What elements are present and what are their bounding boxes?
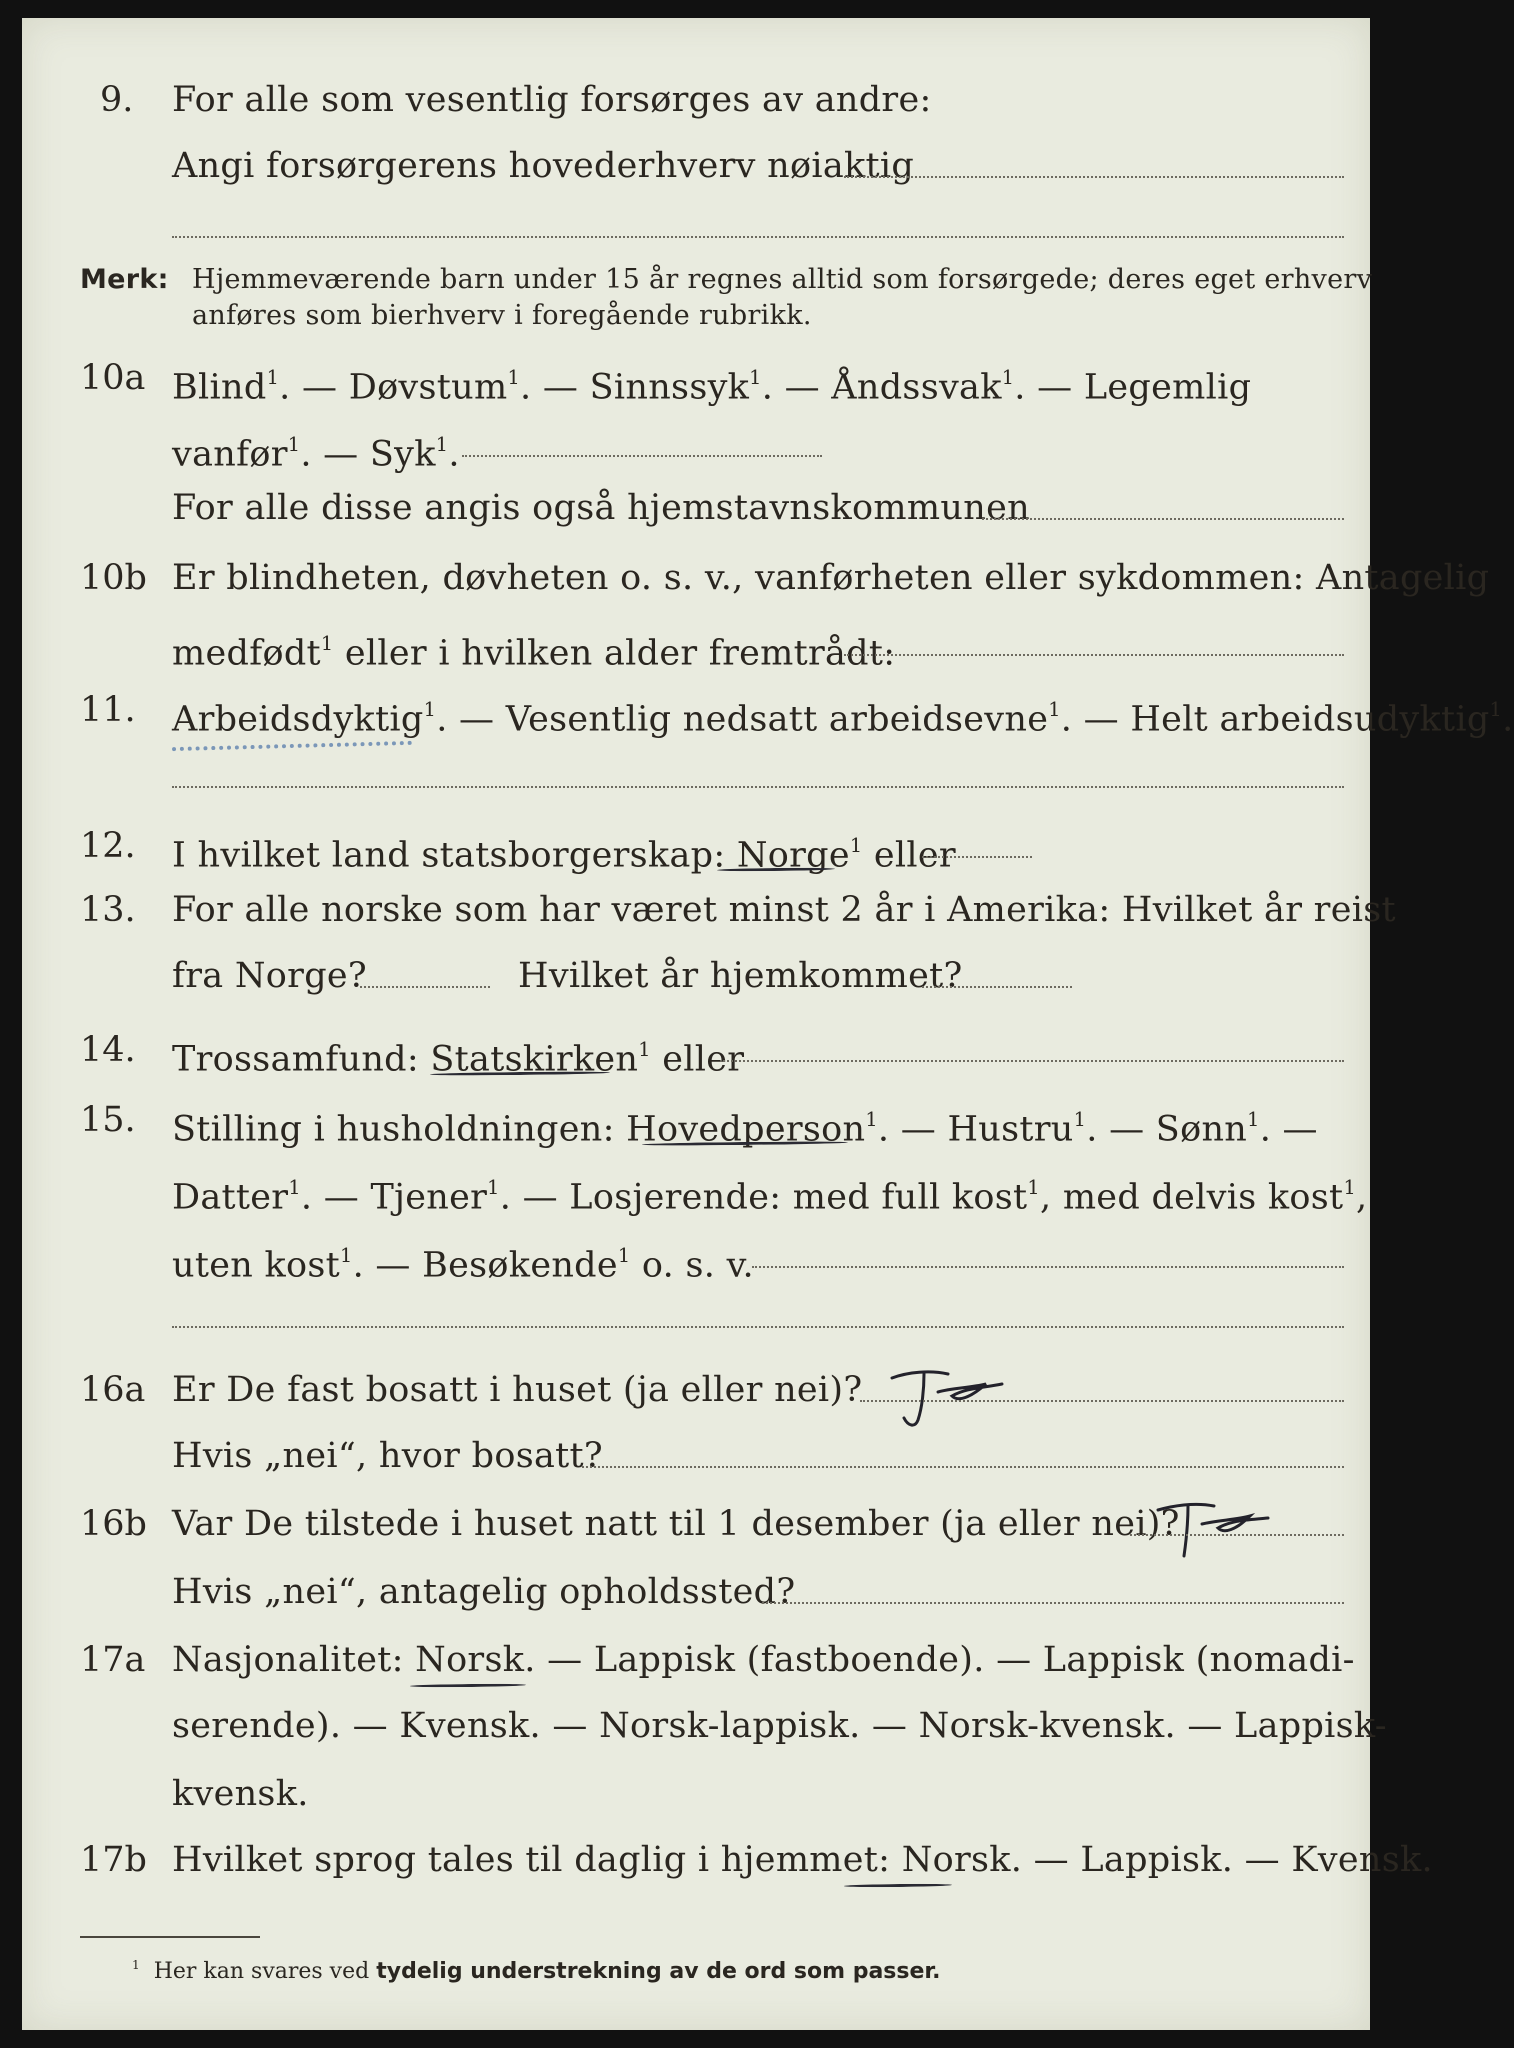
q9-answer-line[interactable] (844, 176, 1344, 178)
q10b-text-line1: Er blindheten, døvheten o. s. v., vanførheten eller sykdommen: Antagelig (172, 558, 1490, 598)
q9-text-line2: Angi forsørgerens hovederhverv nøiaktig (172, 146, 915, 186)
q10a-answer-line[interactable] (462, 455, 822, 457)
q10a-number: 10a (80, 358, 146, 398)
q13-text-line2a: fra Norge? (172, 956, 367, 996)
q16b-answer-line[interactable] (1130, 1534, 1344, 1536)
q11-number: 11. (80, 690, 136, 730)
q15-text-line1: Stilling i husholdningen: Hovedperson$^1$. — Hustru$^1$. — Sønn$^1$. — (172, 1108, 1318, 1150)
q10a-text-line3: For alle disse angis også hjemstavnskommunen (172, 488, 1030, 528)
q13-text-line1: For alle norske som har været minst 2 år i Amerika: Hvilket år reist (172, 890, 1396, 930)
q16a-number: 16a (80, 1370, 146, 1410)
q11-text-line1: Arbeidsdyktig$^1$. — Vesentlig nedsatt arbeidsevne$^1$. — Helt arbeidsudyktig$^1$. (172, 698, 1514, 740)
q16a-answer-line[interactable] (860, 1400, 1344, 1402)
q15-answer-line-2[interactable] (172, 1326, 1344, 1328)
q17b-text-line1: Hvilket sprog tales til daglig i hjemmet: Norsk. — Lappisk. — Kvensk. (172, 1840, 1433, 1880)
q17a-text-line2: serende). — Kvensk. — Norsk-lappisk. — Norsk-kvensk. — Lappisk- (172, 1706, 1387, 1746)
q10b-text-line2: medfødt$^1$ eller i hvilken alder fremtrådt: (172, 632, 896, 674)
q17a-text-line3: kvensk. (172, 1774, 309, 1814)
q13-returned-year-line[interactable] (922, 986, 1072, 988)
merk-text-line1: Hjemmeværende barn under 15 år regnes alltid som forsørgede; deres eget erhverv (192, 264, 1373, 295)
q10b-answer-line[interactable] (844, 654, 1344, 656)
q12-answer-line[interactable] (922, 856, 1032, 858)
q16a-text-line1: Er De fast bosatt i huset (ja eller nei)? (172, 1370, 863, 1410)
q16b-text-line1: Var De tilstede i huset natt til 1 desember (ja eller nei)? (172, 1504, 1180, 1544)
q11-answer-line[interactable] (172, 786, 1344, 788)
q14-number: 14. (80, 1030, 136, 1070)
q16a-text-line2: Hvis „nei“, hvor bosatt? (172, 1436, 603, 1476)
pencil-mark (172, 741, 412, 751)
merk-text-line2: anføres som bierhverv i foregående rubrikk. (192, 300, 812, 331)
q16b-whereabouts-line[interactable] (762, 1602, 1344, 1604)
q16b-number: 16b (80, 1504, 147, 1544)
census-form-page (22, 18, 1514, 2030)
q13-number: 13. (80, 890, 136, 930)
q10a-text-line1: Blind$^1$. — Døvstum$^1$. — Sinnssyk$^1$. — Åndssvak$^1$. — Legemlig (172, 366, 1252, 408)
norsk-underline-17a (410, 1683, 526, 1687)
footnote: $^1$ Her kan svares ved tydelig understrekning av de ord som passer. (132, 1958, 941, 1985)
footnote-marker: 1 (132, 1958, 140, 1972)
q10a-hometown-line[interactable] (982, 518, 1344, 520)
q14-answer-line[interactable] (720, 1060, 1344, 1062)
q16a-residence-line[interactable] (582, 1466, 1344, 1468)
norsk-underline-17b (844, 1883, 952, 1887)
q15-text-line3: uten kost$^1$. — Besøkende$^1$ o. s. v. (172, 1244, 754, 1286)
q17b-number: 17b (80, 1840, 147, 1880)
q9-text-line1: For alle som vesentlig forsørges av andre: (172, 80, 932, 120)
q13-text-line2b: Hvilket år hjemkommet? (518, 956, 963, 996)
q9-number: 9. (100, 80, 134, 120)
q16b-text-line2: Hvis „nei“, antagelig opholdssted? (172, 1572, 796, 1612)
footnote-rule (80, 1936, 260, 1938)
q15-number: 15. (80, 1100, 136, 1140)
q14-text-line1: Trossamfund: Statskirken$^1$ eller (172, 1038, 745, 1080)
q13-emigrated-year-line[interactable] (360, 986, 490, 988)
q15-text-line2: Datter$^1$. — Tjener$^1$. — Losjerende: med full kost$^1$, med delvis kost$^1$, (172, 1176, 1368, 1218)
q12-text-line1: I hvilket land statsborgerskap: Norge$^1$ eller (172, 834, 956, 876)
q17a-number: 17a (80, 1640, 146, 1680)
q17a-text-line1: Nasjonalitet: Norsk. — Lappisk (fastboende). — Lappisk (nomadi- (172, 1640, 1355, 1680)
q12-number: 12. (80, 826, 136, 866)
merk-label: Merk: (80, 264, 169, 295)
q10a-text-line2: vanfør$^1$. — Syk$^1$. (172, 433, 460, 475)
q16a-answer-handwriting (874, 1354, 1024, 1434)
q10b-number: 10b (80, 558, 147, 598)
q16b-answer-handwriting (1142, 1488, 1292, 1568)
q15-answer-line[interactable] (752, 1266, 1344, 1268)
q9-answer-line-2[interactable] (172, 236, 1344, 238)
